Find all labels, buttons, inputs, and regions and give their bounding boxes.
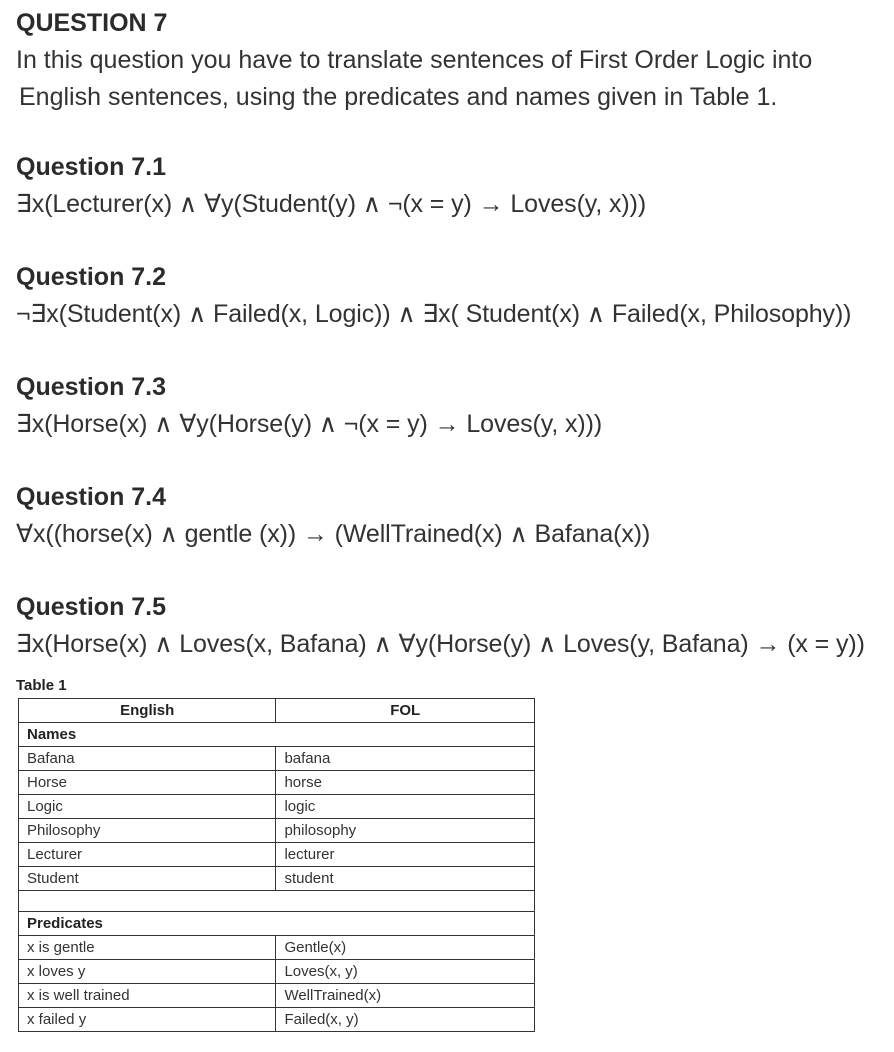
- fol-column-header: FOL: [276, 699, 535, 723]
- english-cell: x is well trained: [19, 984, 276, 1008]
- intro-text: [16, 42, 876, 116]
- table-row: [19, 771, 535, 795]
- table-caption: Table 1: [16, 677, 67, 694]
- english-cell: Bafana: [19, 747, 276, 771]
- question-7-2-formula: ¬∃x(Student(x) ∧ Failed(x, Logic)) ∧ ∃x( Student(x) ∧ Failed(x, Philosophy)): [16, 300, 852, 328]
- table-row: [19, 867, 535, 891]
- table-row: [19, 936, 535, 960]
- empty-cell: [19, 891, 535, 912]
- question-7-5-formula: ∃x(Horse(x) ∧ Loves(x, Bafana) ∧ ∀y(Horse(y) ∧ Loves(y, Bafana) → (x = y)): [16, 630, 865, 658]
- question-7-1-heading: Question 7.1: [16, 153, 167, 181]
- english-cell: Philosophy: [19, 819, 276, 843]
- fol-cell: lecturer: [276, 843, 535, 867]
- table-header-row: [19, 699, 535, 723]
- intro-line-2: English sentences, using the predicates and names given in Table 1.: [19, 83, 778, 111]
- english-cell: x failed y: [19, 1008, 276, 1032]
- question-7-3-heading: Question 7.3: [16, 373, 167, 401]
- english-cell: Student: [19, 867, 276, 891]
- question-7-1-formula: ∃x(Lecturer(x) ∧ ∀y(Student(y) ∧ ¬(x = y) → Loves(y, x))): [16, 190, 647, 218]
- fol-cell: student: [276, 867, 535, 891]
- question-7-2-heading: Question 7.2: [16, 263, 167, 291]
- table-row: [19, 747, 535, 771]
- question-7-3-formula: ∃x(Horse(x) ∧ ∀y(Horse(y) ∧ ¬(x = y) → Loves(y, x))): [16, 410, 603, 438]
- page-title: QUESTION 7: [16, 9, 168, 37]
- names-section-row: [19, 723, 535, 747]
- fol-cell: horse: [276, 771, 535, 795]
- intro-line-1: In this question you have to translate sentences of First Order Logic into: [16, 46, 813, 74]
- predicates-section-label: Predicates: [19, 912, 535, 936]
- table-row: [19, 843, 535, 867]
- fol-cell: philosophy: [276, 819, 535, 843]
- table-row: [19, 795, 535, 819]
- english-cell: Lecturer: [19, 843, 276, 867]
- table-row: [19, 1008, 535, 1032]
- table-row: [19, 819, 535, 843]
- fol-cell: Failed(x, y): [276, 1008, 535, 1032]
- fol-cell: logic: [276, 795, 535, 819]
- english-cell: Horse: [19, 771, 276, 795]
- fol-cell: bafana: [276, 747, 535, 771]
- table-row: [19, 960, 535, 984]
- names-predicates-table: [18, 698, 535, 1032]
- spacer-row: [19, 891, 535, 912]
- english-cell: Logic: [19, 795, 276, 819]
- english-cell: x is gentle: [19, 936, 276, 960]
- predicates-section-row: [19, 912, 535, 936]
- question-7-4-formula: ∀x((horse(x) ∧ gentle (x)) → (WellTrained(x) ∧ Bafana(x)): [16, 520, 651, 548]
- names-section-label: Names: [19, 723, 535, 747]
- question-7-5-heading: Question 7.5: [16, 593, 167, 621]
- fol-cell: Loves(x, y): [276, 960, 535, 984]
- english-cell: x loves y: [19, 960, 276, 984]
- english-column-header: English: [19, 699, 276, 723]
- table-row: [19, 984, 535, 1008]
- fol-cell: Gentle(x): [276, 936, 535, 960]
- question-7-4-heading: Question 7.4: [16, 483, 167, 511]
- fol-cell: WellTrained(x): [276, 984, 535, 1008]
